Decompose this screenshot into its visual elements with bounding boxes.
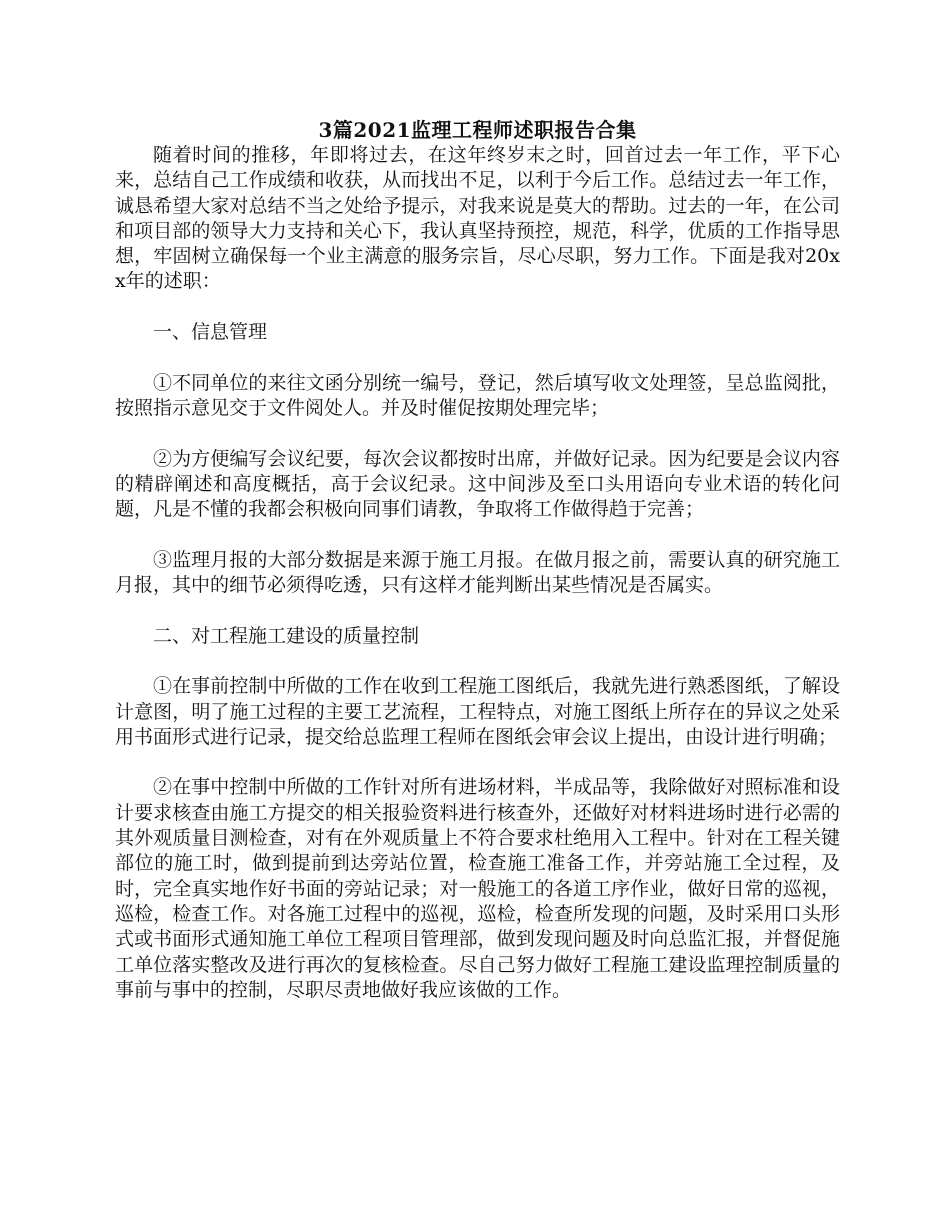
section2-item-2: ②在事中控制中所做的工作针对所有进场材料，半成品等，我除做好对照标准和设计要求核查由施工方提交的相关报验资料进行核查外，还做好对材料进场时进行必需的其外观质量目测检查，对有在外观质量上不符合要求杜绝用入工程中。针对在工程关键部位的施工时，做到提前到达旁站位置，检查施工准备工作，并旁站施工全过程，及时，完全真实地作好书面的旁站记录；对一般施工的各道工序作业，做好日常的巡视，巡检，检查工作。对各施工过程中的巡视，巡检，检查所发现的问题，及时采用口头形式或书面形式通知施工单位工程项目管理部，做到发现问题及时向总监汇报，并督促施工单位落实整改及进行再次的复核检查。尽自己努力做好工程施工建设监理控制质量的事前与事中的控制，尽职尽责地做好我应该做的工作。 [115,776,840,1001]
paragraph-spacer [115,750,840,775]
paragraph-spacer [115,522,840,547]
section-heading-information-management: 一、信息管理 [153,321,268,344]
document-title: 3篇2021监理工程师述职报告合集 [318,118,637,142]
paragraph-spacer [115,649,840,674]
section2-item-1: ①在事前控制中所做的工作在收到工程施工图纸后，我就先进行熟悉图纸，了解设计意图，明了施工过程的主要工艺流程，工程特点，对施工图纸上所存在的异议之处采用书面形式进行记录，提交给总监理工程师在图纸会审会议上提出，由设计进行明确； [115,675,840,748]
document-body [115,118,840,1003]
paragraph-spacer [115,421,840,446]
section1-item-2: ②为方便编写会议纪要，每次会议都按时出席，并做好记录。因为纪要是会议内容的精辟阐述和高度概括，高于会议纪录。这中间涉及至口头用语向专业术语的转化问题，凡是不懂的我都会积极向同事们请教，争取将工作做得趋于完善； [115,447,840,521]
section-heading-quality-control: 二、对工程施工建设的质量控制 [153,624,420,647]
section1-item-3: ③监理月报的大部分数据是来源于施工月报。在做月报之前，需要认真的研究施工月报，其中的细节必须得吃透，只有这样才能判断出某些情况是否属实。 [115,548,840,597]
intro-paragraph: 随着时间的推移，年即将过去，在这年终岁末之时，回首过去一年工作，平下心来，总结自己工作成绩和收获，从而找出不足，以利于今后工作。总结过去一年工作，诚恳希望大家对总结不当之处给予提示，对我来说是莫大的帮助。过去的一年，在公司和项目部的领导大力支持和关心下，我认真坚持预控，规范，科学，优质的工作指导思想，牢固树立确保每一个业主满意的服务宗旨，尽心尽职，努力工作。下面是我对20xx年的述职： [115,144,840,293]
paragraph-spacer [115,598,840,623]
paragraph-spacer [115,345,840,370]
section1-item-1: ①不同单位的来往文函分别统一编号，登记，然后填写收文处理签，呈总监阅批，按照指示意见交于文件阅处人。并及时催促按期处理完毕； [115,371,840,419]
paragraph-spacer [115,295,840,320]
